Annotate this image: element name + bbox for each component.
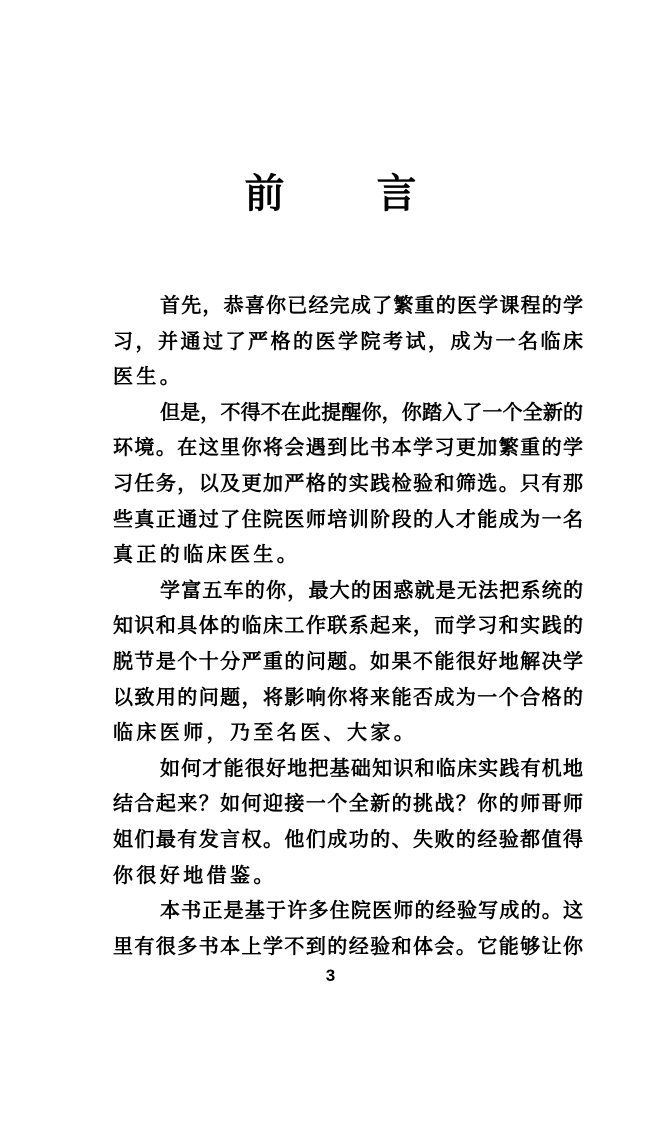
text-line: 习任务，以及更加严格的实践检验和筛选。只有那 — [113, 470, 583, 495]
text-line: 知识和具体的临床工作联系起来，而学习和实践的 — [113, 613, 583, 638]
text-line: 结合起来？如何迎接一个全新的挑战？你的师哥师 — [113, 791, 583, 816]
preface-body — [113, 288, 583, 964]
text-line: 本书正是基于许多住院医师的经验写成的。这 — [160, 898, 583, 923]
text-line: 环境。在这里你将会遇到比书本学习更加繁重的学 — [113, 435, 583, 460]
text-line: 以致用的问题，将影响你将来能否成为一个合格的 — [113, 684, 583, 709]
text-line: 首先，恭喜你已经完成了繁重的医学课程的学 — [160, 293, 583, 317]
text-line: 些真正通过了住院医师培训阶段的人才能成为一名 — [113, 506, 583, 531]
text-line: 里有很多书本上学不到的经验和体会。它能够让你 — [113, 933, 583, 958]
title-char-2: 言 — [376, 170, 417, 217]
text-line: 但是，不得不在此提醒你，你踏入了一个全新的 — [160, 399, 583, 424]
page-title — [0, 162, 661, 219]
text-line: 姐们最有发言权。他们成功的、失败的经验都值得 — [113, 826, 583, 851]
page-number: 3 — [325, 966, 336, 985]
text-line: 你很好地借鉴。 — [113, 862, 277, 887]
text-line: 临床医师，乃至名医、大家。 — [113, 720, 418, 745]
text-line: 习，并通过了严格的医学院考试，成为一名临床 — [113, 328, 583, 353]
text-line: 医生。 — [113, 364, 184, 389]
text-line: 学富五车的你，最大的困惑就是无法把系统的 — [160, 577, 583, 602]
text-line: 真正的临床医生。 — [113, 542, 301, 567]
text-line: 如何才能很好地把基础知识和临床实践有机地 — [160, 755, 583, 780]
text-line: 脱节是个十分严重的问题。如果不能很好地解决学 — [113, 648, 583, 673]
title-char-1: 前 — [244, 170, 285, 217]
